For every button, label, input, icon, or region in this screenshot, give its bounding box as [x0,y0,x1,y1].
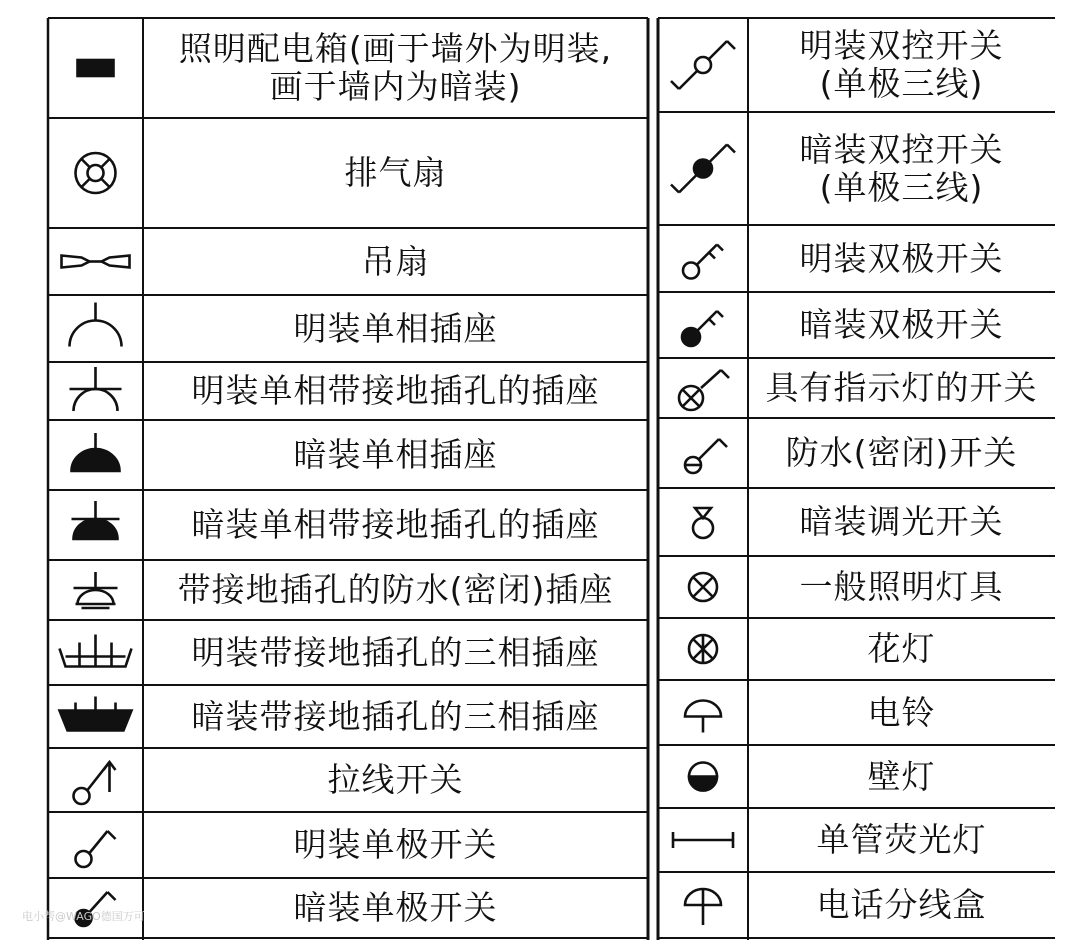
surface-single-phase-socket-icon [70,303,122,347]
electric-bell-icon [685,701,721,733]
right_column-label: 花灯 [867,629,936,668]
concealed-single-phase-socket-icon [72,433,120,471]
decorative-lamp-icon [689,635,717,663]
exhaust-fan-icon [76,153,116,193]
right_column-label: 明装双控开关 (单极三线) [799,26,1004,103]
left_column-label: 明装单相插座 [293,308,498,348]
waterproof-earthed-socket-icon [74,572,118,608]
ceiling-fan-icon [62,256,130,268]
left_column-label: 暗装单极开关 [293,888,498,927]
surface-three-phase-socket-icon [60,635,132,667]
concealed-two-way-switch-icon [671,145,735,193]
right_column-label: 电铃 [867,692,936,732]
right_column-label: 一般照明灯具 [799,567,1004,606]
pull-cord-switch-icon [74,762,116,804]
concealed-double-pole-switch-icon [682,311,723,346]
left_column-label: 吊扇 [361,241,430,281]
left_column-label: 暗装单相插座 [293,435,498,474]
concealed-single-phase-earthed-socket-icon [72,501,120,539]
left_column-label: 暗装单相带接地插孔的插座 [191,505,600,544]
left_column-label: 排气扇 [344,153,447,192]
surface-two-way-switch-icon [671,41,735,89]
wall-lamp-icon [689,763,717,791]
surface-single-phase-earthed-socket-icon [70,367,122,411]
left_column-label: 拉线开关 [327,760,464,799]
right_column-label: 暗装双控开关 (单极三线) [799,129,1004,207]
left_column-label: 明装单极开关 [293,825,498,864]
left_column-label: 照明配电箱(画于墙外为明装, 画于墙内为暗装) [178,29,613,106]
waterproof-switch-icon [685,439,727,473]
right_column-label: 暗装双极开关 [799,305,1004,344]
right_column-label: 防水(密闭)开关 [785,433,1018,472]
concealed-three-phase-socket-icon [60,697,132,731]
right_column-label: 明装双极开关 [799,238,1004,278]
surface-double-pole-switch-icon [683,245,723,279]
indicator-light-switch-icon [679,370,729,410]
right_column-label: 单管荧光灯 [816,820,987,859]
surface-single-pole-switch-icon [76,831,116,867]
telephone-junction-box-icon [685,889,721,925]
right_column-label: 电话分线盒 [816,885,987,924]
left_column-label: 明装带接地插孔的三相插座 [191,632,600,672]
left_column-label: 带接地插孔的防水(密闭)插座 [177,570,614,609]
right_column-label: 具有指示灯的开关 [765,368,1038,407]
distribution-box-icon [78,60,114,76]
right_column-label: 暗装调光开关 [799,502,1004,541]
watermark: 电小帮@WAGO德国万可 [22,910,145,923]
right_column-label: 壁灯 [867,756,936,796]
fluorescent-lamp-icon [673,832,733,848]
general-lamp-icon [689,573,717,601]
left_column-label: 暗装带接地插孔的三相插座 [191,696,600,736]
dimmer-switch-icon [693,508,713,538]
left_column-label: 明装单相带接地插孔的插座 [191,371,600,410]
